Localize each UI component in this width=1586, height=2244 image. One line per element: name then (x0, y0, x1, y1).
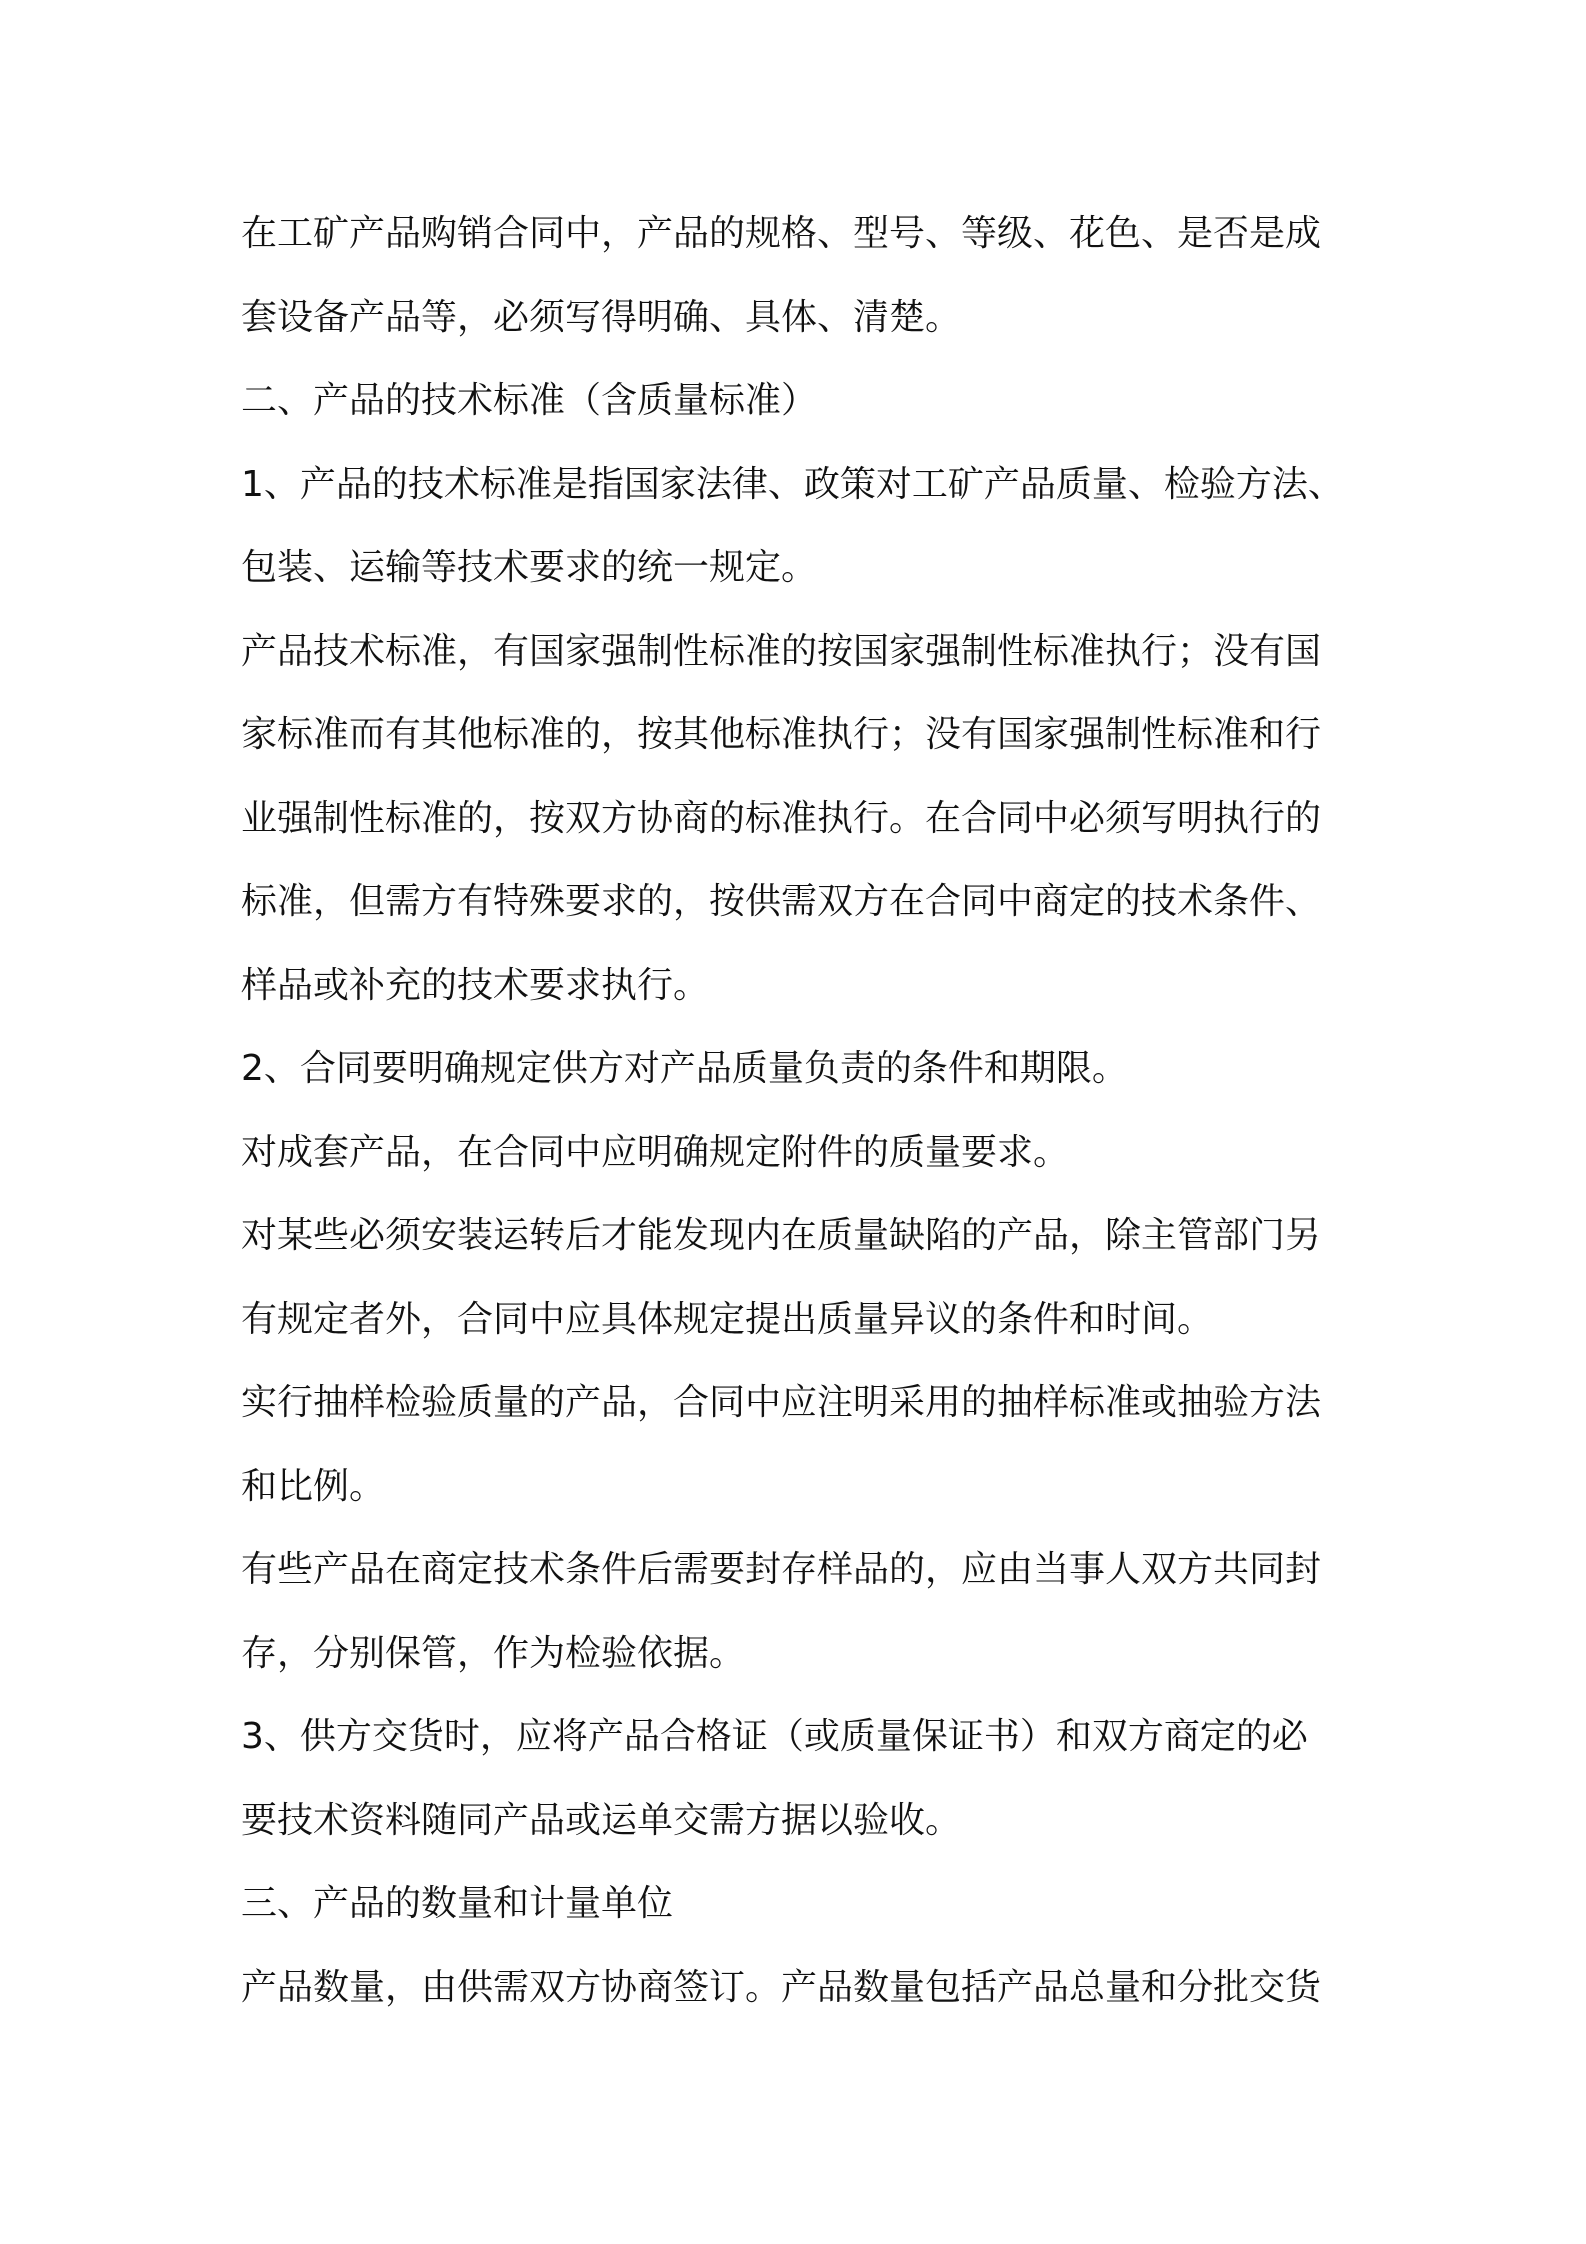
text-line: 在工矿产品购销合同中，产品的规格、型号、等级、花色、是否是成 (241, 213, 1322, 254)
text-line: 和比例。 (241, 1465, 386, 1507)
text-line: 对某些必须安装运转后才能发现内在质量缺陷的产品，除主管部门另 (241, 1215, 1322, 1256)
text-line: 样品或补充的技术要求执行。 (241, 964, 710, 1006)
section-heading: 二、产品的技术标准（含质量标准） (241, 380, 818, 421)
document-body (241, 192, 1381, 2029)
section-heading: 三、产品的数量和计量单位 (241, 1883, 674, 1924)
text-line: 实行抽样检验质量的产品，合同中应注明采用的抽样标准或抽验方法 (241, 1382, 1322, 1423)
text-line: 存，分别保管，作为检验依据。 (241, 1632, 746, 1674)
text-line: 2、合同要明确规定供方对产品质量负责的条件和期限。 (241, 1048, 1128, 1089)
text-line: 产品数量，由供需双方协商签订。产品数量包括产品总量和分批交货 (241, 1966, 1322, 2008)
text-line: 对成套产品，在合同中应明确规定附件的质量要求。 (241, 1131, 1070, 1173)
text-line: 家标准而有其他标准的，按其他标准执行；没有国家强制性标准和行 (241, 714, 1322, 755)
text-line: 标准，但需方有特殊要求的，按供需双方在合同中商定的技术条件、 (241, 881, 1322, 922)
text-line: 包装、运输等技术要求的统一规定。 (241, 547, 818, 588)
text-line: 有些产品在商定技术条件后需要封存样品的，应由当事人双方共同封 (241, 1549, 1322, 1590)
text-line: 套设备产品等，必须写得明确、具体、清楚。 (241, 296, 962, 338)
text-line: 产品技术标准，有国家强制性标准的按国家强制性标准执行；没有国 (241, 630, 1322, 672)
text-line: 有规定者外，合同中应具体规定提出质量异议的条件和时间。 (241, 1298, 1214, 1340)
text-line: 1、产品的技术标准是指国家法律、政策对工矿产品质量、检验方法、 (241, 463, 1344, 505)
text-line: 业强制性标准的，按双方协商的标准执行。在合同中必须写明执行的 (241, 797, 1322, 839)
text-line: 3、供方交货时，应将产品合格证（或质量保证书）和双方商定的必 (241, 1716, 1308, 1757)
text-line: 要技术资料随同产品或运单交需方据以验收。 (241, 1799, 962, 1841)
